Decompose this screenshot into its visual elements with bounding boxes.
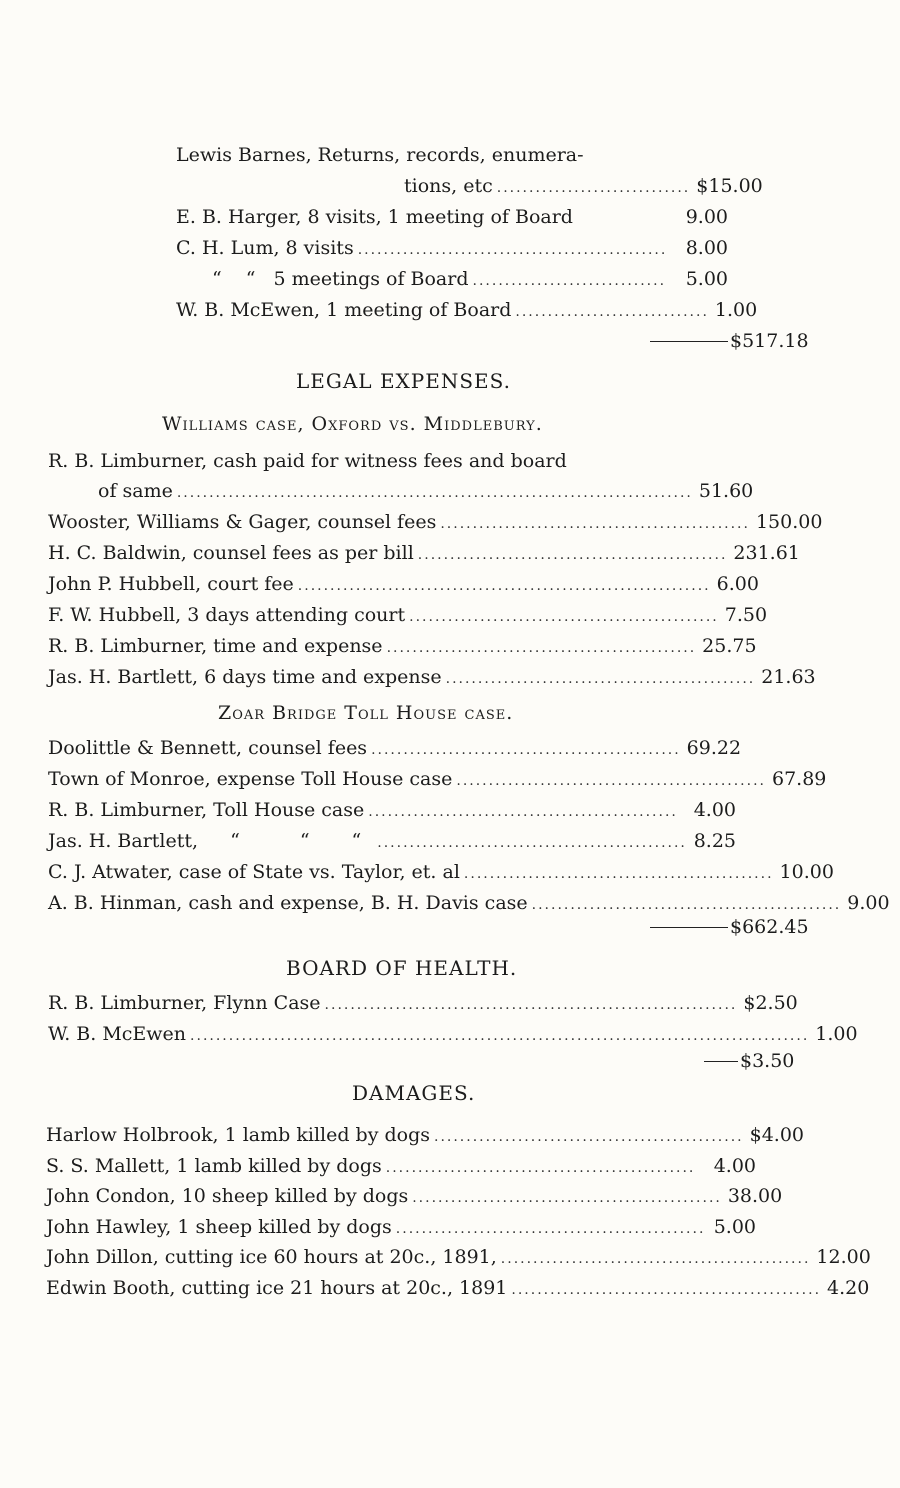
entry-line <box>48 446 668 476</box>
ditto-mark: “ <box>245 268 256 290</box>
entry-label: W. B. McEwen, 1 meeting of Board <box>176 299 512 321</box>
entry-line <box>98 476 754 506</box>
entry-line <box>176 202 728 232</box>
section-total <box>650 912 809 942</box>
entry-line <box>46 1120 805 1150</box>
entry-amount: 69.22 <box>686 737 742 759</box>
entry-line <box>176 233 728 263</box>
leader-dots: ................................................ <box>377 835 687 851</box>
entry-line <box>48 631 757 661</box>
entry-label: Lewis Barnes, Returns, records, enumera- <box>176 144 584 166</box>
entry-line <box>46 1181 783 1211</box>
entry-amount: 6.00 <box>716 573 759 595</box>
entry-label: Jas. H. Bartlett, <box>48 830 199 852</box>
entry-line <box>46 1212 756 1242</box>
entry-label: W. B. McEwen <box>48 1023 187 1045</box>
entry-label: Town of Monroe, expense Toll House case <box>48 768 453 790</box>
leader-dots: ................................................ <box>395 1221 706 1237</box>
leader-dots: ................................................................................ <box>176 485 693 501</box>
entry-line <box>404 171 763 201</box>
entry-label: F. W. Hubbell, 3 days attending court <box>48 604 406 626</box>
total-amount: $3.50 <box>740 1050 795 1072</box>
total-amount: $662.45 <box>730 916 809 938</box>
leader-dots: .............................. <box>472 273 667 289</box>
entry-amount: 4.20 <box>827 1277 870 1299</box>
entry-amount: 5.00 <box>713 1216 756 1238</box>
ditto-mark: “ <box>230 830 240 852</box>
entry-line <box>46 1273 870 1303</box>
entry-label: E. B. Harger, 8 visits, 1 meeting of Board <box>176 206 573 228</box>
entry-line <box>48 988 798 1018</box>
entry-amount: $4.00 <box>749 1124 805 1146</box>
leader-dots: ................................................ <box>434 1129 744 1145</box>
entry-label: Doolittle & Bennett, counsel fees <box>48 737 368 759</box>
entry-label: tions, etc <box>404 175 493 197</box>
entry-label: H. C. Baldwin, counsel fees as per bill <box>48 542 414 564</box>
entry-label: C. H. Lum, 8 visits <box>176 237 354 259</box>
leader-dots: ................................................ <box>385 1160 696 1176</box>
entry-amount: 1.00 <box>815 1023 858 1045</box>
leader-dots: .............................. <box>515 304 709 320</box>
entry-amount: 9.00 <box>847 892 890 914</box>
entry-label: R. B. Limburner, Toll House case <box>48 799 365 821</box>
entry-line <box>48 507 823 537</box>
ditto-mark: “ <box>351 830 362 852</box>
total-rule <box>650 341 728 342</box>
entry-line <box>46 1242 871 1272</box>
entry-line <box>48 662 816 692</box>
entry-label: R. B. Limburner, cash paid for witness fees and board <box>48 450 567 472</box>
leader-dots: .............................. <box>496 180 691 196</box>
entry-label: Edwin Booth, cutting ice 21 hours at 20c., 1891 <box>46 1277 508 1299</box>
subsection-heading: Williams case, Oxford vs. Middlebury. <box>162 413 543 435</box>
entry-amount: $2.50 <box>743 992 798 1014</box>
entry-line <box>176 295 758 325</box>
subsection-heading: Zoar Bridge Toll House case. <box>218 702 514 724</box>
entry-label: John Hawley, 1 sheep killed by dogs <box>46 1216 392 1238</box>
entry-line <box>48 764 827 794</box>
entry-label: Harlow Holbrook, 1 lamb killed by dogs <box>46 1124 430 1146</box>
total-rule <box>650 927 728 928</box>
entry-amount: 10.00 <box>779 861 834 883</box>
entry-label: 5 meetings of Board <box>273 268 469 290</box>
entry-line <box>176 140 656 170</box>
section-total <box>650 326 809 356</box>
entry-line <box>200 264 728 294</box>
entry-label: R. B. Limburner, Flynn Case <box>48 992 321 1014</box>
entry-amount: 51.60 <box>698 480 754 502</box>
section-heading: DAMAGES. <box>352 1081 476 1105</box>
entry-label: Jas. H. Bartlett, 6 days time and expense <box>48 666 442 688</box>
entry-amount: 7.50 <box>724 604 768 626</box>
leader-dots: ................................................ <box>511 1282 822 1298</box>
leader-dots: ................................................ <box>456 773 766 789</box>
entry-amount: 67.89 <box>771 768 827 790</box>
entry-line <box>48 1019 858 1049</box>
leader-dots: ................................................ <box>357 242 668 258</box>
entry-amount: 8.00 <box>685 237 728 259</box>
section-heading: LEGAL EXPENSES. <box>296 369 511 393</box>
leader-dots: ................................................ <box>409 609 719 625</box>
leader-dots: ................................................ <box>531 897 842 913</box>
entry-label: Wooster, Williams & Gager, counsel fees <box>48 511 437 533</box>
leader-dots: ................................................................................................ <box>190 1028 810 1044</box>
entry-line <box>48 538 800 568</box>
entry-amount: 8.25 <box>693 830 736 852</box>
entry-label: John P. Hubbell, court fee <box>48 573 294 595</box>
ditto-mark: “ <box>299 830 310 852</box>
entry-line <box>48 888 890 918</box>
leader-dots: ................................................................ <box>297 578 711 594</box>
leader-dots: ................................................ <box>500 1251 811 1267</box>
entry-amount: 4.00 <box>693 799 736 821</box>
leader-dots: ................................................ <box>371 742 681 758</box>
entry-amount: 150.00 <box>755 511 823 533</box>
leader-dots: ................................................ <box>412 1190 722 1206</box>
entry-amount: 12.00 <box>816 1246 871 1268</box>
leader-dots: ................................................ <box>368 804 678 820</box>
total-amount: $517.18 <box>730 330 809 352</box>
section-heading: BOARD OF HEALTH. <box>286 956 518 980</box>
leader-dots: ................................................ <box>440 516 750 532</box>
ditto-mark: “ <box>212 268 222 290</box>
entry-line <box>48 795 736 825</box>
entry-label: C. J. Atwater, case of State vs. Taylor, et. al <box>48 861 460 883</box>
leader-dots: ................................................ <box>445 671 756 687</box>
leader-dots: ................................................................ <box>324 997 738 1013</box>
entry-line <box>46 1151 756 1181</box>
entry-line <box>48 569 759 599</box>
entry-amount: 5.00 <box>685 268 728 290</box>
entry-amount: 9.00 <box>685 206 728 228</box>
entry-amount: $15.00 <box>696 175 763 197</box>
entry-amount: 25.75 <box>702 635 757 657</box>
entry-amount: 4.00 <box>713 1155 756 1177</box>
entry-line <box>48 857 834 887</box>
entry-label: R. B. Limburner, time and expense <box>48 635 383 657</box>
leader-dots: ................................................ <box>386 640 697 656</box>
entry-amount: 231.61 <box>733 542 800 564</box>
leader-dots: ................................................ <box>463 866 774 882</box>
leader-dots: ................................................ <box>417 547 728 563</box>
entry-label: S. S. Mallett, 1 lamb killed by dogs <box>46 1155 382 1177</box>
entry-label: A. B. Hinman, cash and expense, B. H. Davis case <box>48 892 528 914</box>
entry-line <box>48 733 742 763</box>
entry-label: John Condon, 10 sheep killed by dogs <box>46 1185 409 1207</box>
entry-amount: 1.00 <box>714 299 758 321</box>
entry-label: John Dillon, cutting ice 60 hours at 20c., 1891, <box>46 1246 497 1268</box>
section-total <box>704 1046 794 1076</box>
entry-amount: 38.00 <box>727 1185 783 1207</box>
entry-label: of same <box>98 480 173 502</box>
entry-amount: 21.63 <box>761 666 816 688</box>
entry-line <box>48 826 736 856</box>
total-rule <box>704 1061 738 1062</box>
entry-line <box>48 600 768 630</box>
